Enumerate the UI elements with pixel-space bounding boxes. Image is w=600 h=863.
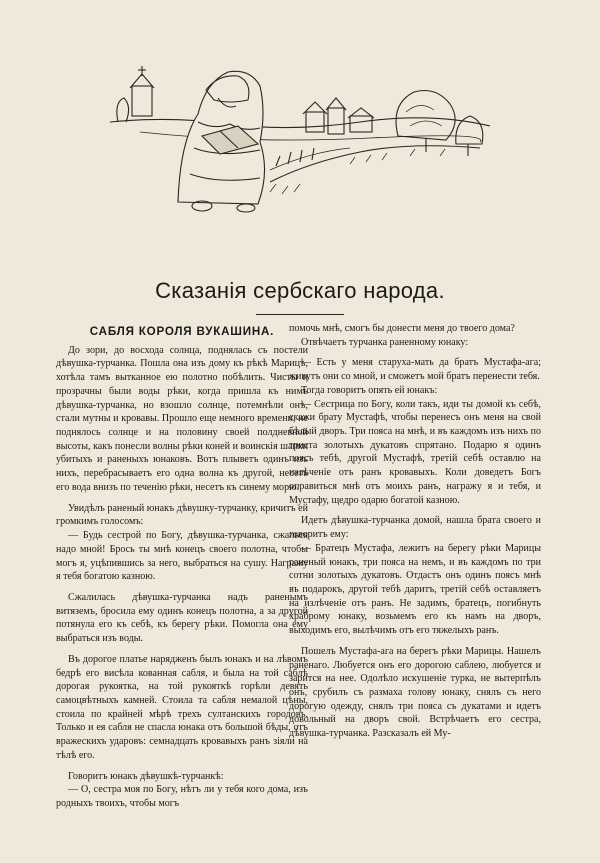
title-divider [256, 314, 344, 315]
paragraph: Увидѣлъ раненый юнакъ дѣвушку-турчанку, кричитъ ей громкимъ голосомъ: [56, 502, 308, 528]
left-column [56, 322, 308, 811]
paragraph: помочь мнѣ, смогъ бы донести меня до твоего дома? [289, 323, 515, 334]
paragraph: Въ дорогое платье нарядженъ былъ юнакъ и на лѣвомъ бедрѣ его висѣла кованная сабля, и была на той саблѣ дорогая рукоятка, на той рукояткѣ горѣли девять самоцвѣтныхъ камней. Стоила та сабля немалой цѣны, стоила по крайней мѣрѣ трехъ султанскихъ городовъ. Только и ея сабля не спасла юнака отъ большой бѣды, отъ вражескихъ ударовъ: семнадцать кровавыхъ ранъ зіяли на тѣлѣ его. [56, 653, 308, 761]
paragraph: — Сестрица по Богу, коли такъ, иди ты домой къ себѣ, скажи брату Мустафѣ, чтобы перенесъ онъ меня на свой бѣлый дворъ. Три пояса на мнѣ, и въ каждомъ изъ нихъ по триста золотыхъ дукатовъ спрятано. Подарю я одинъ поясъ тебѣ, другой Мустафѣ, третій себѣ оставлю на излѣченіе отъ ранъ кровавыхъ. Коли доведетъ Богъ оправиться мнѣ отъ моихъ ранъ, награжу я и тебя, и Мустафу, щедро одарю богатой казною. [289, 398, 541, 506]
paragraph: — О, сестра моя по Богу, нѣтъ ли у тебя кого дома, изъ родныхъ твоихъ, чтобы могъ [56, 784, 308, 809]
page-title: Сказанія сербскаго народа. [155, 278, 445, 303]
paragraph: Пошелъ Мустафа-ага на берегъ рѣки Марицы. Нашелъ раненаго. Любуется онъ его дорогою саблею, любуется и зарится на нее. Одолѣло искушеніе турка, не вытерпѣлъ онъ, срубилъ съ размаха голову юнаку, снялъ съ него дорогую одежду, снялъ три пояса съ дукатами и идетъ довольный на дворъ свой. Встрѣчаетъ его сестра, дѣвушка-турчанка. Разсказалъ ей Му- [289, 645, 541, 740]
paragraph: Говоритъ юнакъ дѣвушкѣ-турчанкѣ: [68, 770, 224, 782]
paragraph: — Братецъ Мустафа, лежитъ на берегу рѣки Марицы раненый юнакъ, три пояса на немъ, и въ каждомъ по три сотни золотыхъ дукатовъ. Отдастъ онъ одинъ поясъ мнѣ въ подарокъ, другой тебѣ даритъ, третій себѣ оставляетъ на излѣченіе отъ ранъ. Не задимъ, братецъ, погибнуть храброму юнаку, возьмемъ его къ намъ на дворъ, выходимъ его, вылѣчимъ отъ его тяжелыхъ ранъ. [289, 542, 541, 637]
right-column [289, 322, 541, 741]
paragraph: Отвѣчаетъ турчанка раненному юнаку: [301, 336, 469, 348]
paragraph: Тогда говоритъ опять ей юнакъ: [301, 384, 438, 396]
paragraph: — Есть у меня старуха-мать да братъ Мустафа-ага; живутъ они со мной, и сможетъ мой братъ перенести тебя. [289, 357, 541, 383]
headpiece-illustration [110, 52, 490, 217]
paragraph: — Будь сестрой по Богу, дѣвушка-турчанка, сжалься надо мной! Брось ты мнѣ конецъ своего полотна, чтобы могъ я, уцѣпившись за него, выбраться на сушу. Награжу я тебя богатою казною. [56, 530, 308, 583]
paragraph: До зори, до восхода солнца, поднялась съ постели дѣвушка-турчанка. Пошла она изъ дому къ рѣкѣ Марицѣ, хотѣла тамъ вытканное ею полотно побѣлить. Чисты и прозрачны были воды рѣки, когда пришла къ нимъ дѣвушка-турчанка, но взошло солнце, потемнѣли онѣ, стали мутны и кровавы. Прошло еще немного времени, не поднялось солнце и на половину своей полдневной высоты, какъ понесли волны рѣки коней и воинскія шапки убитыхъ и раненыхъ юнаковъ. Вотъ плыветъ одинъ изъ нихъ, перебрасываетъ его одна волна къ другой, несетъ его вода внизъ по теченію рѣки, несетъ къ синему морю. [56, 344, 308, 493]
story-subtitle: САБЛЯ КОРОЛЯ ВУКАШИНА. [89, 325, 275, 338]
paragraph: Идетъ дѣвушка-турчанка домой, нашла брата своего и говоритъ ему: [289, 515, 541, 541]
paragraph: Сжалилась дѣвушка-турчанка надъ раненымъ витяземъ, бросила ему одинъ конецъ полотна, а за другой потянула его къ себѣ, къ берегу рѣки. Помогла она ему выбраться изъ воды. [56, 591, 308, 645]
